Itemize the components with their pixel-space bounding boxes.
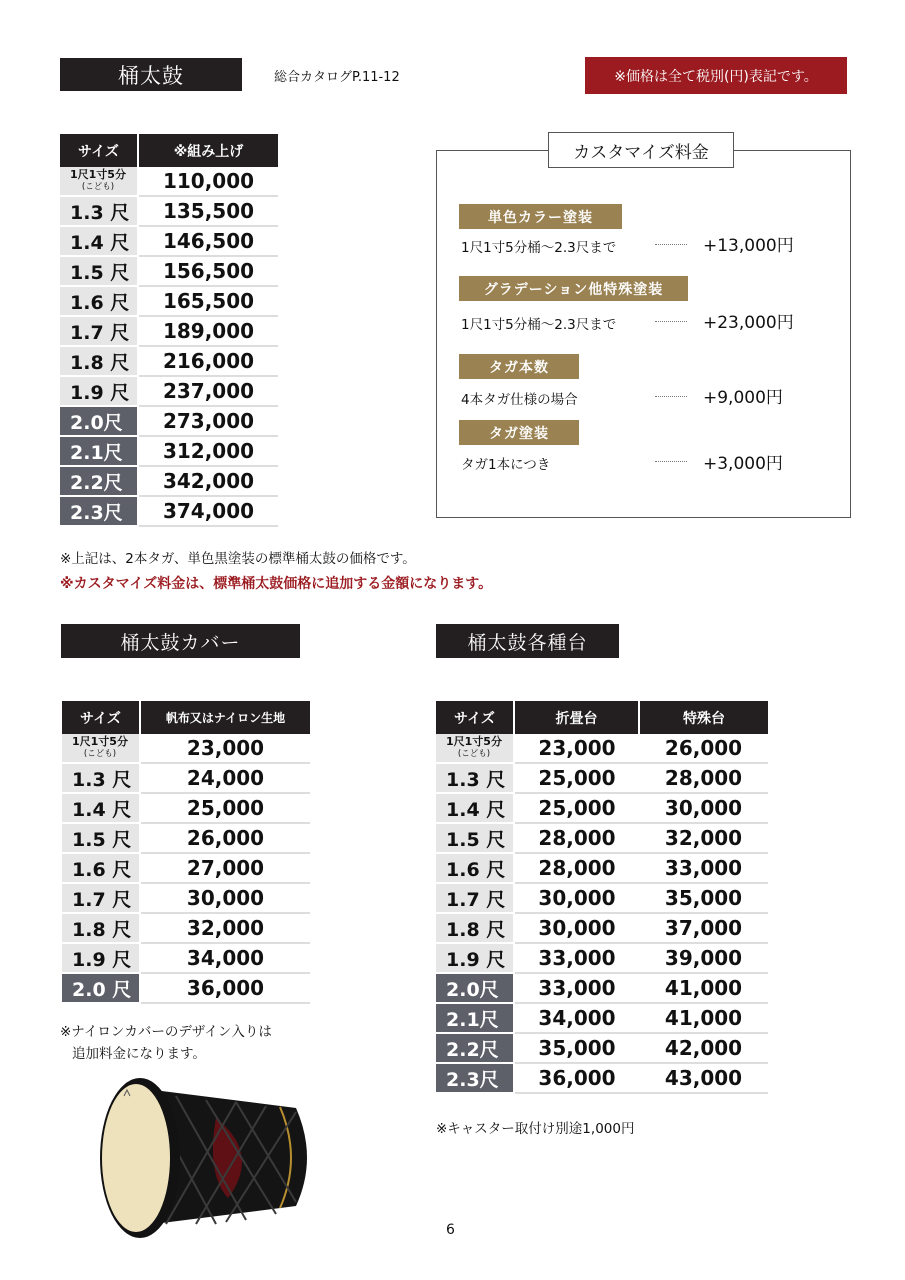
customize-price-taga-paint: +3,000円	[703, 454, 783, 474]
price-cell: 24,000	[140, 763, 310, 793]
size-cell: 2.3尺	[60, 496, 138, 526]
table-row	[436, 793, 768, 823]
price-cell: 42,000	[639, 1033, 768, 1063]
customize-price-single-color: +13,000円	[703, 236, 794, 256]
column-header-assembled: ※組み上げ	[138, 134, 278, 167]
size-cell: 1.7 尺	[62, 883, 140, 913]
price-cell: 25,000	[514, 763, 639, 793]
price-cell: 165,500	[138, 286, 278, 316]
customize-price-gradation: +23,000円	[703, 313, 794, 333]
table-row	[62, 883, 310, 913]
price-cell: 146,500	[138, 226, 278, 256]
price-cell: 135,500	[138, 196, 278, 226]
okedaiko-price-table	[60, 134, 278, 527]
table-row	[60, 286, 278, 316]
table-row	[60, 226, 278, 256]
leader-dots	[655, 461, 687, 462]
table-row	[60, 376, 278, 406]
size-label: 1尺1寸5分	[70, 168, 126, 181]
price-cell: 312,000	[138, 436, 278, 466]
cover-note-line2: 追加料金になります。	[72, 1046, 206, 1062]
size-cell: 1.8 尺	[60, 346, 138, 376]
column-header-material: 帆布又はナイロン生地	[140, 701, 310, 734]
size-cell: 1.8 尺	[436, 913, 514, 943]
table-row	[436, 1003, 768, 1033]
price-cell: 43,000	[639, 1063, 768, 1093]
size-cell: 2.3尺	[436, 1063, 514, 1093]
kids-label: (こども)	[81, 182, 115, 192]
table-row	[62, 853, 310, 883]
size-label: 1尺1寸5分	[446, 735, 502, 748]
table-row	[436, 823, 768, 853]
price-cell: 30,000	[514, 913, 639, 943]
size-cell	[60, 167, 138, 196]
table-row	[436, 973, 768, 1003]
price-cell: 30,000	[514, 883, 639, 913]
price-cell: 36,000	[140, 973, 310, 1003]
size-cell: 1.3 尺	[60, 196, 138, 226]
table-row	[62, 793, 310, 823]
price-cell: 34,000	[514, 1003, 639, 1033]
table-row	[60, 436, 278, 466]
size-cell: 2.0尺	[60, 406, 138, 436]
price-cell: 216,000	[138, 346, 278, 376]
customize-desc-single-color: 1尺1寸5分桶～2.3尺まで	[461, 240, 617, 256]
size-cell: 1.5 尺	[436, 823, 514, 853]
table-row	[60, 346, 278, 376]
stands-price-table	[436, 701, 768, 1094]
size-cell: 2.0尺	[436, 973, 514, 1003]
size-cell: 1.4 尺	[60, 226, 138, 256]
price-cell: 26,000	[639, 734, 768, 763]
price-cell: 32,000	[140, 913, 310, 943]
tax-note-badge: ※価格は全て税別(円)表記です。	[585, 57, 847, 94]
price-cell: 28,000	[639, 763, 768, 793]
size-cell: 1.5 尺	[60, 256, 138, 286]
price-cell: 23,000	[514, 734, 639, 763]
kids-label: (こども)	[457, 749, 491, 759]
price-cell: 25,000	[514, 793, 639, 823]
size-label: 1尺1寸5分	[72, 735, 128, 748]
customize-desc-gradation: 1尺1寸5分桶～2.3尺まで	[461, 317, 617, 333]
catalog-reference: 総合カタログP.11-12	[274, 70, 400, 85]
leader-dots	[655, 244, 687, 245]
price-cell: 273,000	[138, 406, 278, 436]
size-cell: 2.2尺	[436, 1033, 514, 1063]
table-row	[436, 1033, 768, 1063]
size-cell: 1.9 尺	[60, 376, 138, 406]
size-cell: 1.5 尺	[62, 823, 140, 853]
size-cell: 2.2尺	[60, 466, 138, 496]
size-cell: 1.4 尺	[436, 793, 514, 823]
column-header-folding-stand: 折畳台	[514, 701, 639, 734]
size-cell: 1.9 尺	[62, 943, 140, 973]
customize-price-note: ※カスタマイズ料金は、標準桶太鼓価格に追加する金額になります。	[60, 576, 493, 592]
cover-price-table	[62, 701, 310, 1004]
price-cell: 32,000	[639, 823, 768, 853]
price-cell: 41,000	[639, 1003, 768, 1033]
table-row	[60, 496, 278, 526]
size-cell: 1.3 尺	[436, 763, 514, 793]
price-cell: 33,000	[514, 973, 639, 1003]
price-cell: 35,000	[639, 883, 768, 913]
column-header-size: サイズ	[62, 701, 140, 734]
price-cell: 41,000	[639, 973, 768, 1003]
price-cell: 34,000	[140, 943, 310, 973]
price-cell: 23,000	[140, 734, 310, 763]
size-cell: 1.6 尺	[62, 853, 140, 883]
price-cell: 27,000	[140, 853, 310, 883]
table-row	[436, 853, 768, 883]
size-cell: 1.6 尺	[436, 853, 514, 883]
table-row	[436, 913, 768, 943]
table-row	[60, 167, 278, 196]
customize-desc-taga-count: 4本タガ仕様の場合	[461, 392, 578, 408]
price-cell: 33,000	[639, 853, 768, 883]
section-title-okedaiko: 桶太鼓	[60, 58, 242, 91]
table-row	[60, 466, 278, 496]
size-cell	[436, 734, 514, 763]
price-cell: 189,000	[138, 316, 278, 346]
size-cell: 1.9 尺	[436, 943, 514, 973]
okedaiko-drum-image	[96, 1074, 326, 1242]
customize-label-gradation: グラデーション他特殊塗装	[459, 276, 688, 301]
price-cell: 110,000	[138, 167, 278, 196]
price-cell: 374,000	[138, 496, 278, 526]
table-row	[436, 943, 768, 973]
price-cell: 237,000	[138, 376, 278, 406]
caster-note: ※キャスター取付け別途1,000円	[436, 1121, 635, 1137]
table-row	[62, 763, 310, 793]
table-row	[62, 823, 310, 853]
standard-price-note: ※上記は、2本タガ、単色黒塗装の標準桶太鼓の価格です。	[60, 551, 416, 567]
column-header-size: サイズ	[60, 134, 138, 167]
table-row	[60, 256, 278, 286]
size-cell: 2.1尺	[436, 1003, 514, 1033]
table-row	[436, 734, 768, 763]
table-row	[62, 913, 310, 943]
price-cell: 28,000	[514, 853, 639, 883]
price-cell: 35,000	[514, 1033, 639, 1063]
table-row	[62, 973, 310, 1003]
size-cell: 1.8 尺	[62, 913, 140, 943]
column-header-size: サイズ	[436, 701, 514, 734]
price-cell: 36,000	[514, 1063, 639, 1093]
customize-desc-taga-paint: タガ1本につき	[461, 457, 551, 473]
customize-label-taga-count: タガ本数	[459, 354, 579, 379]
table-row	[436, 883, 768, 913]
column-header-special-stand: 特殊台	[639, 701, 768, 734]
cover-note-line1: ※ナイロンカバーのデザイン入りは	[60, 1024, 272, 1040]
customize-label-taga-paint: タガ塗装	[459, 420, 579, 445]
size-cell: 2.0 尺	[62, 973, 140, 1003]
size-cell: 2.1尺	[60, 436, 138, 466]
price-cell: 25,000	[140, 793, 310, 823]
leader-dots	[655, 396, 687, 397]
customize-label-single-color: 単色カラー塗装	[459, 204, 622, 229]
table-row	[62, 734, 310, 763]
price-cell: 156,500	[138, 256, 278, 286]
section-title-stands: 桶太鼓各種台	[436, 624, 619, 658]
size-cell: 1.7 尺	[436, 883, 514, 913]
customize-price-taga-count: +9,000円	[703, 388, 783, 408]
table-row	[60, 196, 278, 226]
size-cell: 1.7 尺	[60, 316, 138, 346]
size-cell: 1.4 尺	[62, 793, 140, 823]
table-row	[62, 943, 310, 973]
size-cell: 1.3 尺	[62, 763, 140, 793]
price-cell: 26,000	[140, 823, 310, 853]
price-cell: 30,000	[140, 883, 310, 913]
table-row	[60, 406, 278, 436]
size-cell: 1.6 尺	[60, 286, 138, 316]
page-number: 6	[446, 1222, 455, 1238]
table-row	[436, 763, 768, 793]
section-title-cover: 桶太鼓カバー	[61, 624, 300, 658]
kids-label: (こども)	[83, 749, 117, 759]
price-cell: 37,000	[639, 913, 768, 943]
table-row	[436, 1063, 768, 1093]
price-cell: 342,000	[138, 466, 278, 496]
size-cell	[62, 734, 140, 763]
price-cell: 28,000	[514, 823, 639, 853]
leader-dots	[655, 321, 687, 322]
price-cell: 33,000	[514, 943, 639, 973]
customize-title: カスタマイズ料金	[548, 132, 734, 168]
table-row	[60, 316, 278, 346]
price-cell: 39,000	[639, 943, 768, 973]
price-cell: 30,000	[639, 793, 768, 823]
